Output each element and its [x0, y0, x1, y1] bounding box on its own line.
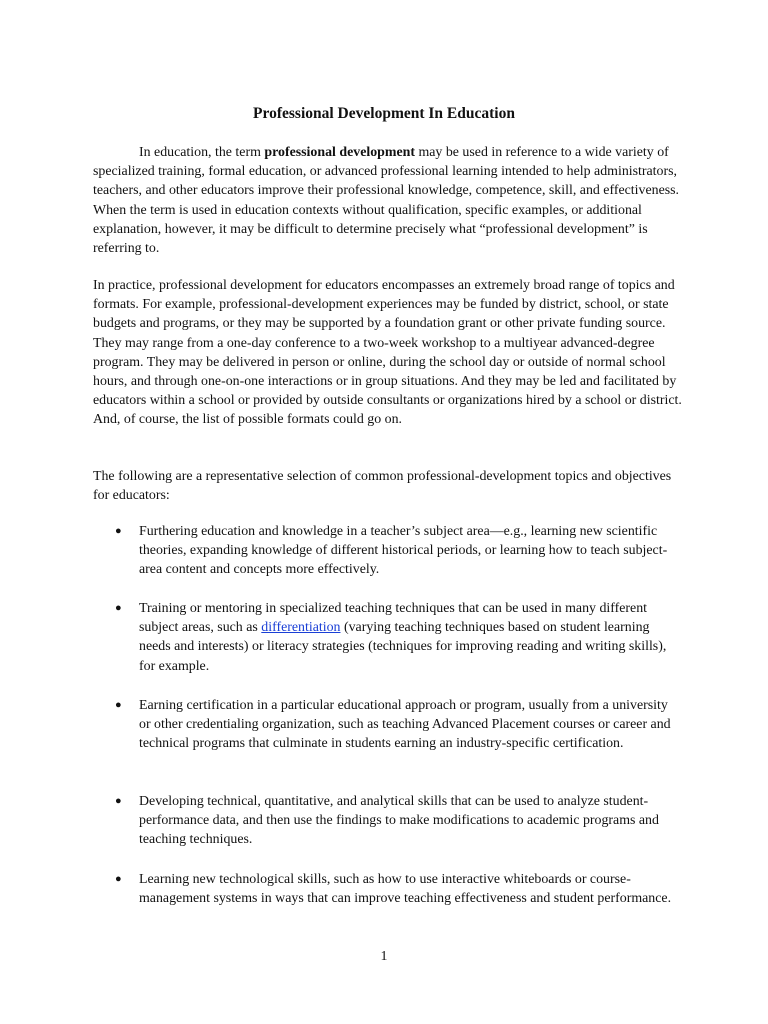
list-item-text-after: (varying teaching techniques based on student learning needs and interests) or literacy strategies (techniques for improving reading and writing skills), for example. — [139, 620, 667, 674]
document-title: Professional Development In Education — [253, 105, 515, 122]
differentiation-link[interactable]: differentiation — [261, 620, 341, 636]
bullet-icon: ● — [115, 699, 122, 711]
intro-bold-term: professional development — [264, 145, 415, 160]
bullet-icon: ● — [115, 525, 122, 537]
list-item-text: Learning new technological skills, such as how to use interactive whiteboards or course-management systems in ways that can improve teaching effectiveness and student performance. — [139, 872, 672, 907]
page-number: 1 — [380, 949, 388, 964]
list-item-text: Developing technical, quantitative, and analytical skills that can be used to analyze student-performance data, and then use the findings to make modifications to academic programs and teaching techniques. — [139, 794, 659, 848]
bullet-icon: ● — [115, 873, 122, 885]
bullet-icon: ● — [115, 602, 122, 614]
practice-paragraph: In practice, professional development for educators encompasses an extremely broad range of topics and formats. For example, professional-development experiences may be funded by district, school, or state budgets and programs, or they may be supported by a foundation grant or other private funding source. They may range from a one-day conference to a two-week workshop to a multiyear advanced-degree program. They may be delivered in person or online, during the school day or outside of normal school hours, and through one-on-one interactions or in group situations. And they may be led and facilitated by educators within a school or provided by outside consultants or organizations hired by a school or district. And, of course, the list of possible formats could go on. — [93, 278, 682, 428]
list-item-text: Furthering education and knowledge in a teacher’s subject area—e.g., learning new scientific theories, expanding knowledge of different historical periods, or learning how to teach subject-area content and concepts more effectively. — [139, 524, 668, 578]
list-item-text — [139, 599, 679, 676]
list-item-text: Earning certification in a particular educational approach or program, usually from a university or other credentialing organization, such as teaching Advanced Placement courses or career and technical programs that culminate in students earning an industry-specific certification. — [139, 698, 671, 752]
intro-text-before: In education, the term — [139, 145, 265, 160]
intro-paragraph — [93, 143, 683, 258]
intro-text-after: may be used in reference to a wide variety of specialized training, formal education, or advanced professional learning intended to help administrators, teachers, and other educators improve their professional knowledge, competence, skill, and effectiveness. When the term is used in education contexts without qualification, specific examples, or additional explanation, however, it may be difficult to determine precisely what “professional development” is referring to. — [93, 145, 680, 257]
list-item-text-before: Training or mentoring in specialized teaching techniques that can be used in many different subject areas, such as — [139, 601, 648, 636]
bullet-icon: ● — [115, 795, 122, 807]
selection-intro-paragraph: The following are a representative selection of common professional-development topics and objectives for educators: — [93, 469, 672, 504]
